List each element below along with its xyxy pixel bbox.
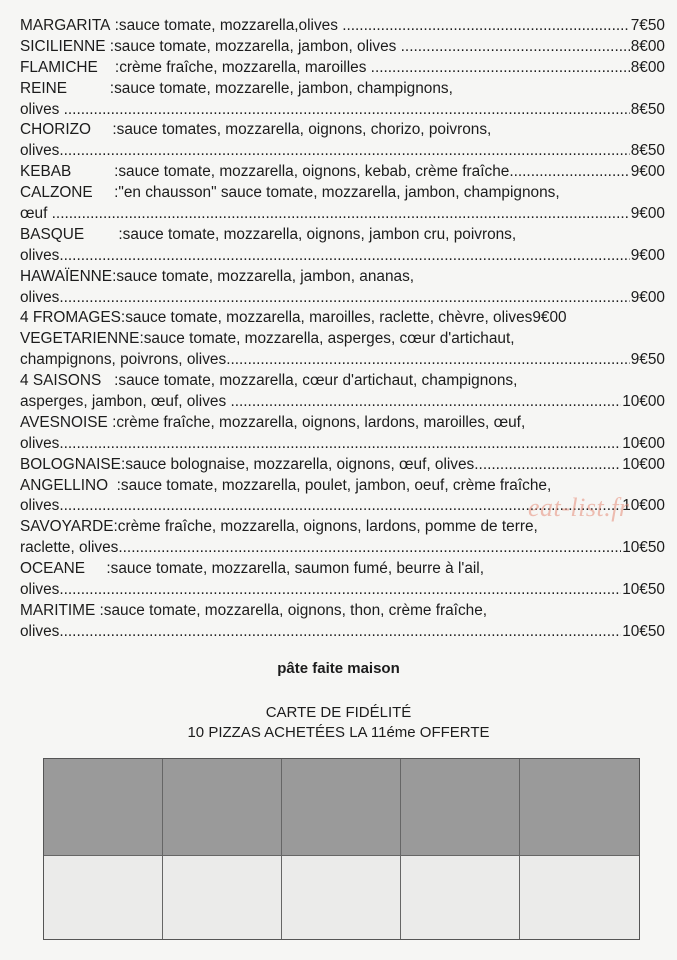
pizza-ingredients: :crème fraîche, mozzarella, maroilles: [97, 58, 371, 76]
menu-line-with-price: [20, 580, 665, 601]
pizza-name: MARGARITA: [20, 17, 111, 34]
menu-line-with-price: [20, 622, 665, 643]
menu-line: [20, 476, 665, 497]
pizza-name: KEBAB: [20, 163, 72, 181]
menu-line: [20, 413, 665, 434]
pizza-price: 9€50: [630, 351, 665, 369]
menu-line-with-price: [20, 496, 665, 517]
pizza-price: 10€00: [622, 393, 665, 411]
menu-line: [20, 559, 665, 580]
menu-line-text: [20, 204, 630, 225]
pizza-price: 10€00: [622, 434, 665, 452]
pizza-price: 9€00: [630, 205, 665, 223]
pizza-name: CHORIZO: [20, 121, 91, 139]
stamp-header-cell: [282, 759, 401, 856]
loyalty-card-offer: 10 PIZZAS ACHETÉES LA 11éme OFFERTE: [187, 724, 490, 741]
pizza-ingredients: olives: [20, 246, 60, 264]
pizza-name: FLAMICHE: [20, 58, 98, 76]
menu-line-text: [20, 58, 630, 79]
pizza-price: 10€50: [622, 622, 665, 640]
pizza-ingredients: asperges, jambon, œuf, olives: [20, 393, 231, 411]
pizza-ingredients: olives: [20, 100, 64, 118]
menu-line-text: [20, 100, 630, 121]
menu-line: [20, 601, 665, 622]
menu-line-with-price: [20, 538, 665, 559]
menu-line: [20, 225, 665, 246]
menu-line-with-price: [20, 246, 665, 267]
stamp-header-cell: [520, 759, 639, 856]
menu-line-text: [20, 455, 621, 476]
menu-line-text: [20, 434, 621, 455]
menu-line-text: [20, 246, 630, 267]
pizza-ingredients: olives: [20, 581, 60, 599]
pizza-ingredients: :sauce tomate, mozzarelle, jambon, champignons,: [67, 79, 453, 97]
stamp-header-cell: [44, 759, 163, 856]
pizza-name: BASQUE: [20, 225, 85, 243]
menu-line-with-price: [20, 434, 665, 455]
pizza-name: BOLOGNAISE: [20, 455, 121, 473]
pizza-price: 7€50: [630, 17, 665, 34]
menu-line: [20, 267, 665, 288]
pizza-name: AVESNOISE: [20, 413, 108, 431]
menu-line-with-price: [20, 288, 665, 309]
menu-line-with-price: [20, 100, 665, 121]
pizza-name: CALZONE: [20, 184, 93, 202]
loyalty-stamp-grid: [43, 758, 640, 940]
menu-line-text: [20, 37, 630, 58]
pizza-name: ANGELLINO: [20, 476, 109, 494]
loyalty-card-title: CARTE DE FIDÉLITÉ: [265, 704, 412, 721]
pizza-ingredients: œuf: [20, 205, 52, 223]
pizza-ingredients: :sauce tomate, mozzarella, oignons, thon, crème fraîche,: [95, 601, 488, 619]
pizza-ingredients: raclette, olives: [20, 539, 119, 557]
menu-line-text: [20, 622, 621, 643]
pizza-price: 9€00: [630, 246, 665, 264]
homemade-dough-note: pâte faite maison: [277, 660, 400, 677]
menu-line: [20, 183, 665, 204]
pizza-ingredients: olives: [20, 434, 60, 452]
pizza-name: 4 SAISONS: [20, 372, 102, 390]
menu-line-text: [20, 392, 621, 413]
menu-line-with-price: [20, 204, 665, 225]
watermark-logo: eat-list.fr: [528, 493, 630, 522]
pizza-ingredients: :sauce tomate, mozzarella, cœur d'artichaut, champignons,: [101, 372, 518, 390]
stamp-cell: [44, 856, 163, 939]
pizza-price: 8€00: [630, 37, 665, 55]
menu-line: [20, 517, 665, 538]
stamp-cell: [520, 856, 639, 939]
pizza-price: 10€00: [622, 455, 665, 473]
menu-line-text: [20, 288, 630, 309]
pizza-price: 10€50: [622, 581, 665, 599]
pizza-ingredients: :sauce tomate, mozzarella, asperges, cœur d'artichaut,: [139, 330, 515, 348]
pizza-ingredients: olives: [20, 622, 60, 640]
menu-line-text: [20, 350, 630, 371]
pizza-price: 9€00: [630, 163, 665, 181]
menu-line-with-price: [20, 392, 665, 413]
menu-line-text: [20, 580, 621, 601]
stamp-header-cell: [163, 759, 282, 856]
menu-line-with-price: [20, 141, 665, 162]
pizza-ingredients: olives: [20, 142, 60, 160]
stamp-cell: [163, 856, 282, 939]
menu-line-text: [20, 141, 630, 162]
menu-line-with-price: [20, 58, 665, 79]
pizza-ingredients: :sauce tomate, mozzarella, oignons, kebab, crème fraîche: [71, 163, 510, 181]
pizza-price: 8€50: [630, 142, 665, 160]
menu-line: [20, 329, 665, 350]
pizza-ingredients: :crème fraîche, mozzarella, oignons, lardons, maroilles, œuf,: [107, 413, 526, 431]
menu-line-with-price: [20, 455, 665, 476]
pizza-price: 8€50: [630, 100, 665, 118]
stamp-cell: [282, 856, 401, 939]
pizza-price: 10€50: [622, 539, 665, 557]
menu-line: [20, 120, 665, 141]
menu-line-text: [20, 538, 621, 559]
pizza-price: 10€00: [622, 497, 665, 515]
stamp-header-cell: [401, 759, 520, 856]
pizza-ingredients: :sauce tomate, mozzarella, oignons, jambon cru, poivrons,: [84, 225, 517, 243]
pizza-name: HAWAÏENNE: [20, 267, 113, 285]
pizza-name: MARITIME: [20, 601, 96, 619]
pizza-ingredients: :sauce tomate, mozzarella, jambon, ananas,: [112, 267, 415, 285]
stamp-cell: [401, 856, 520, 939]
pizza-name: SICILIENNE: [20, 37, 106, 55]
pizza-ingredients: :crème fraîche, mozzarella, oignons, lardons, pomme de terre,: [113, 518, 538, 536]
menu-line: [20, 308, 665, 329]
pizza-name: OCEANE: [20, 560, 85, 578]
pizza-ingredients: :sauce tomates, mozzarella, oignons, chorizo, poivrons,: [90, 121, 492, 139]
menu-line-with-price: [20, 37, 665, 58]
pizza-price: 9€00: [630, 288, 665, 306]
pizza-ingredients: :sauce tomate, mozzarella, jambon, olives: [105, 37, 401, 55]
pizza-ingredients: olives: [20, 497, 60, 515]
pizza-ingredients: champignons, poivrons, olives: [20, 351, 227, 369]
pizza-ingredients: :"en chausson" sauce tomate, mozzarella, jambon, champignons,: [92, 184, 560, 202]
menu-line: [20, 79, 665, 100]
pizza-ingredients: :sauce tomate, mozzarella, maroilles, raclette, chèvre, olives9€00: [120, 309, 567, 327]
pizza-ingredients: olives: [20, 288, 60, 306]
pizza-name: REINE: [20, 79, 68, 97]
pizza-name: VEGETARIENNE: [20, 330, 140, 348]
pizza-price: 8€00: [630, 58, 665, 76]
pizza-ingredients: :sauce tomate, mozzarella, saumon fumé, beurre à l'ail,: [85, 560, 484, 578]
menu-line-with-price: [20, 16, 665, 37]
pizza-name: 4 FROMAGES: [20, 309, 121, 327]
menu-line-text: [20, 16, 630, 37]
menu-line-text: [20, 496, 621, 517]
pizza-ingredients: :sauce tomate, mozzarella,olives: [110, 17, 343, 34]
pizza-name: SAVOYARDE: [20, 518, 114, 536]
pizza-ingredients: :sauce tomate, mozzarella, poulet, jambon, oeuf, crème fraîche,: [108, 476, 552, 494]
pizza-menu-list: [20, 16, 665, 643]
menu-line-with-price: [20, 350, 665, 371]
menu-line: [20, 371, 665, 392]
menu-line-text: [20, 162, 630, 183]
menu-line-with-price: [20, 162, 665, 183]
pizza-ingredients: :sauce bolognaise, mozzarella, oignons, œuf, olives: [120, 455, 475, 473]
